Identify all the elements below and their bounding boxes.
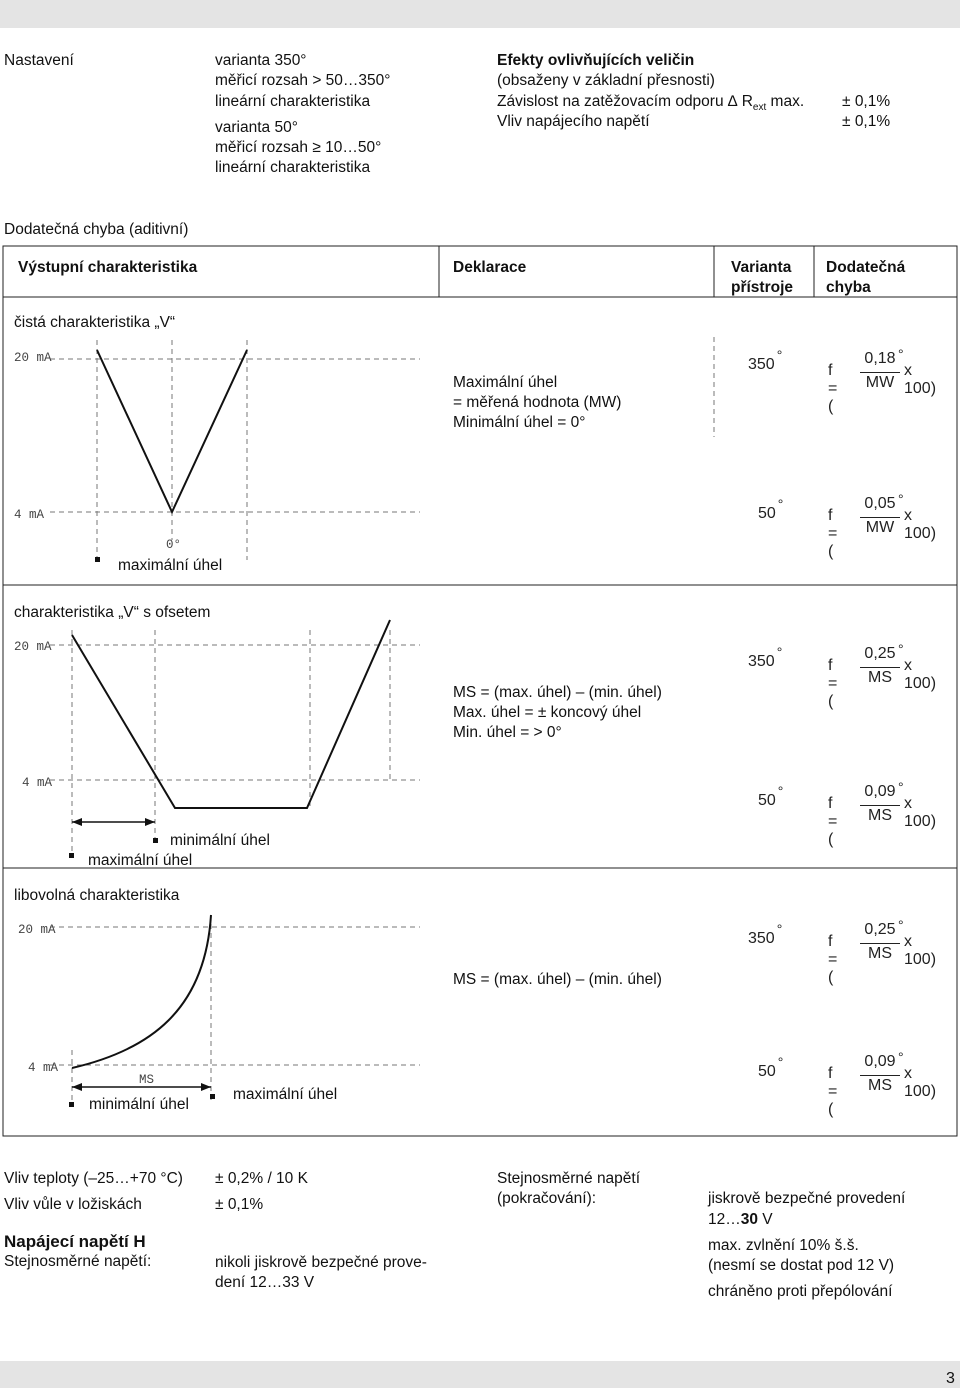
row3-ms-label: MS [139,1073,155,1087]
supply-title: Napájecí napětí H [4,1232,146,1251]
legend-marker-max-2 [69,853,74,858]
row2-legend-min: minimální úhel [170,832,270,849]
effects-subtitle: (obsaženy v základní přesnosti) [497,72,715,89]
formula-prefix: f = ( [828,362,838,415]
degree-symbol: ° [898,641,904,657]
intrinsic-unit: V [758,1211,773,1228]
header-variant-1: Varianta [731,259,792,276]
row1-variant-350-value: 350 [748,356,775,373]
formula-prefix: f = ( [828,507,838,560]
formula-denominator: MS [868,669,892,686]
row2-decl-2: Max. úhel = ± koncový úhel [453,704,642,721]
degree-symbol: ° [898,779,904,795]
degree-symbol: ° [776,347,783,363]
fraction-line [860,667,900,668]
row2-decl-3: Min. úhel = > 0° [453,724,562,741]
formula-prefix: f = ( [828,1065,838,1118]
degree-symbol: ° [898,1049,904,1065]
setting-line-3: lineární charakteristika [215,93,371,110]
row3-legend-min: minimální úhel [89,1096,189,1113]
degree-symbol: ° [776,921,783,937]
legend-marker-min-2 [153,838,158,843]
formula-denominator: MS [868,945,892,962]
row2-variant-350 [748,644,783,671]
dc-cont-2: (pokračování): [497,1190,597,1207]
effects-load-value: ± 0,1% [842,93,891,110]
free-curve [72,915,211,1068]
formula-denominator: MS [868,1077,892,1094]
row1-variant-50 [758,496,784,523]
ripple-1: max. zvlnění 10% š.š. [708,1237,859,1254]
fraction-line [860,372,900,373]
formula-numerator: 0,09 [864,1053,896,1070]
effects-load-symbol: ∆ R [727,93,753,110]
fraction-line [860,943,900,944]
header-error-1: Dodatečná [826,259,906,276]
formula-prefix: f = ( [828,657,838,710]
additive-title: Dodatečná chyba (aditivní) [4,221,189,238]
fraction-line [860,517,900,518]
intrinsic-range-max: 30 [740,1211,758,1228]
formula-prefix: f = ( [828,795,838,848]
degree-symbol: ° [898,917,904,933]
bearing-label: Vliv vůle v ložiskách [4,1196,142,1213]
legend-marker-min-3 [69,1102,74,1107]
setting-line-4: varianta 50° [215,119,298,136]
row1-variant-50-value: 50 [758,505,776,522]
legend-marker-max-1 [95,557,100,562]
row2-variant-50-value: 50 [758,792,776,809]
formula-numerator: 0,09 [864,783,896,800]
row3-variant-350 [748,921,783,948]
formula-suffix: x 100) [904,657,937,692]
formula-prefix: f = ( [828,933,838,986]
header-output: Výstupní charakteristika [18,259,198,276]
row1-decl-3: Minimální úhel = 0° [453,414,586,431]
setting-line-1: varianta 350° [215,52,307,69]
formula-numerator: 0,05 [864,495,896,512]
dc-value-2: dení 12…33 V [215,1274,315,1291]
temp-value: ± 0,2% / 10 K [215,1170,308,1187]
row1-legend-max: maximální úhel [118,557,223,574]
degree-symbol: ° [777,496,784,512]
row2-axis-top: 20 mA [14,640,52,654]
formula-suffix: x 100) [904,1065,937,1100]
free-chart [50,915,420,1105]
row1-zero-label: 0° [166,538,182,552]
formula-suffix: x 100) [904,507,937,542]
intrinsic-range-start: 12… [708,1211,741,1228]
row1-axis-top: 20 mA [14,351,52,365]
effects-load-suffix: max. [770,93,805,110]
row3-variant-350-value: 350 [748,930,775,947]
row2-variant-350-value: 350 [748,653,775,670]
bearing-value: ± 0,1% [215,1196,264,1213]
page-number: 3 [946,1370,955,1387]
dc-label: Stejnosměrné napětí: [4,1253,152,1270]
fraction-line [860,805,900,806]
formula-denominator: MS [868,807,892,824]
protection: chráněno proti přepólování [708,1283,893,1300]
dc-cont-1: Stejnosměrné napětí [497,1170,641,1187]
row1-decl-1: Maximální úhel [453,374,558,391]
row3-axis-bottom: 4 mA [28,1061,59,1075]
setting-line-5: měřicí rozsah ≥ 10…50° [215,139,382,156]
row3-variant-50-value: 50 [758,1063,776,1080]
row2-variant-50 [758,783,784,810]
row1-axis-bottom: 4 mA [14,508,45,522]
setting-line-6: lineární charakteristika [215,159,371,176]
degree-symbol: ° [898,491,904,507]
effects-load-text: Závislost na zatěžovacím odporu [497,93,724,110]
row2-decl-1: MS = (max. úhel) – (min. úhel) [453,684,662,701]
degree-symbol: ° [777,1054,784,1070]
formula-suffix: x 100) [904,362,937,397]
row2-legend-max: maximální úhel [88,852,193,869]
row3-axis-top: 20 mA [18,923,56,937]
intrinsic-1: jiskrově bezpečné provedení [708,1190,906,1207]
degree-symbol: ° [776,644,783,660]
v-chart [50,340,420,560]
row1-title: čistá charakteristika „V“ [14,314,176,331]
header-variant-2: přístroje [731,279,794,296]
legend-marker-max-3 [210,1094,215,1099]
degree-symbol: ° [777,783,784,799]
row3-title: libovolná charakteristika [14,887,180,904]
row2-title: charakteristika „V“ s ofsetem [14,604,211,621]
effects-supply-label: Vliv napájecího napětí [497,113,650,130]
formula-numerator: 0,25 [864,645,896,662]
effects-load-sub: ext [752,102,767,114]
nastaveni-label: Nastavení [4,52,74,69]
header-declaration: Deklarace [453,259,527,276]
degree-symbol: ° [898,346,904,362]
effects-title: Efekty ovlivňujících veličin [497,52,695,69]
temp-label: Vliv teploty (–25…+70 °C) [4,1170,183,1187]
setting-line-2: měřicí rozsah > 50…350° [215,72,391,89]
header-error-2: chyba [826,279,871,296]
row3-variant-50 [758,1054,784,1081]
effects-supply-value: ± 0,1% [842,113,891,130]
formula-numerator: 0,18 [864,350,896,367]
formula-suffix: x 100) [904,795,937,830]
row3-legend-max: maximální úhel [233,1086,338,1103]
row3-decl-1: MS = (max. úhel) – (min. úhel) [453,971,662,988]
formula-denominator: MW [865,519,895,536]
formula-denominator: MW [865,374,895,391]
intrinsic-2 [708,1209,773,1230]
ripple-2: (nesmí se dostat pod 12 V) [708,1257,895,1274]
fraction-line [860,1075,900,1076]
formula-suffix: x 100) [904,933,937,968]
row2-axis-bottom: 4 mA [22,776,53,790]
formula-numerator: 0,25 [864,921,896,938]
row1-decl-2: = měřená hodnota (MW) [453,394,622,411]
row1-variant-350 [748,347,783,374]
dc-value-1: nikoli jiskrově bezpečné prove- [215,1254,427,1271]
